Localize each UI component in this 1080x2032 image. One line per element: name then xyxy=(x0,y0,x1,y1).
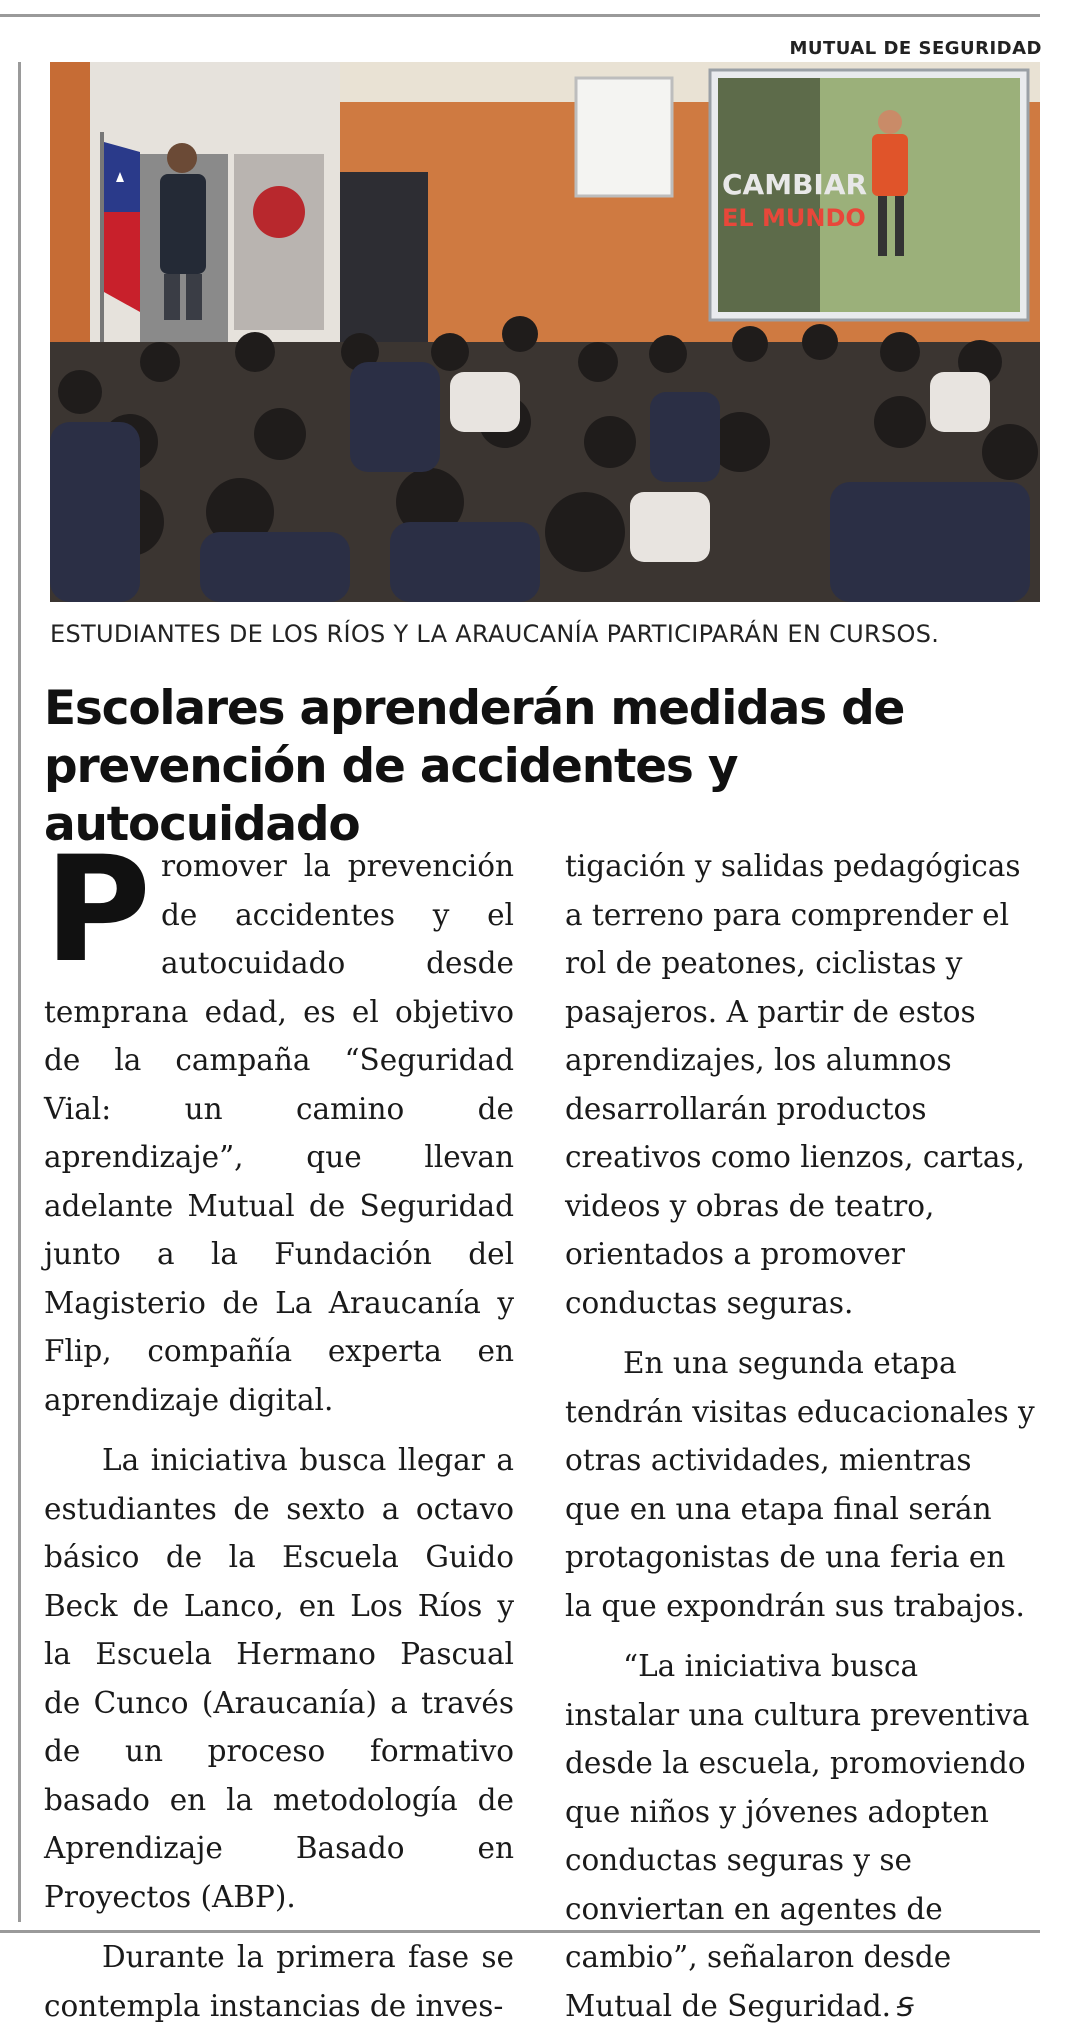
paragraph-4: tigación y salidas pedagógicas a terreno para comprender el rol de peatones, ciclistas y pasajeros. A partir de estos aprendizajes, los alumnos desarrollarán productos creativos como lienzos, cartas, videos y obras de teatro, orientados a promover conductas seguras. xyxy=(565,849,1025,1320)
photo-caption: ESTUDIANTES DE LOS RÍOS Y LA ARAUCANÍA PARTICIPARÁN EN CURSOS. xyxy=(50,620,940,648)
photo-credit: MUTUAL DE SEGURIDAD xyxy=(789,38,1042,59)
top-rule xyxy=(0,14,1040,17)
headline-line2: prevención de accidentes y autocuidado xyxy=(44,739,738,852)
drop-cap: P xyxy=(44,825,152,995)
paragraph-3: Durante la primera fase se contempla instancias de inves- xyxy=(44,1940,514,2023)
headline xyxy=(44,680,1044,854)
left-column-rule xyxy=(18,62,21,1922)
paragraph-6 xyxy=(565,1642,1035,2032)
paragraph-6-text: “La iniciativa busca instalar una cultura preventiva desde la escuela, promoviendo que niños y jóvenes adopten conductas seguras y se conviertan en agentes de cambio”, señalaron desde Mutual de Seguridad. xyxy=(565,1649,1030,2023)
paragraph-5: En una segunda etapa tendrán visitas educacionales y otras actividades, mientras que en una etapa final serán protagonistas de una feria en la que expondrán sus trabajos. xyxy=(565,1346,1035,1623)
end-mark-icon: Ꞩ xyxy=(897,1992,914,2023)
screen-text-line1: CAMBIAR xyxy=(722,168,868,201)
article-column-right xyxy=(565,842,1035,2032)
paragraph-1-text: romover la prevención de accidentes y el autocuidado desde temprana edad, es el objetivo de la campaña “Seguridad Vial: un camino de aprendizaje”, que llevan adelante Mutual de Seguridad junto a la Fundación del Magisterio de La Araucanía y Flip, compañía experta en aprendizaje digital. xyxy=(44,849,514,1417)
article-photo xyxy=(50,62,1040,602)
article-column-left xyxy=(44,825,514,2030)
screen-text-line2: EL MUNDO xyxy=(722,204,866,232)
paragraph-2: La iniciativa busca llegar a estudiantes de sexto a octavo básico de la Escuela Guido Beck de Lanco, en Los Ríos y la Escuela Hermano Pascual de Cunco (Araucanía) a través de un proceso formativo basado en la metodología de Aprendizaje Basado en Proyectos (ABP). xyxy=(44,1443,514,1914)
paragraph-1 xyxy=(44,825,514,1424)
headline-line1: Escolares aprenderán medidas de xyxy=(44,681,905,736)
